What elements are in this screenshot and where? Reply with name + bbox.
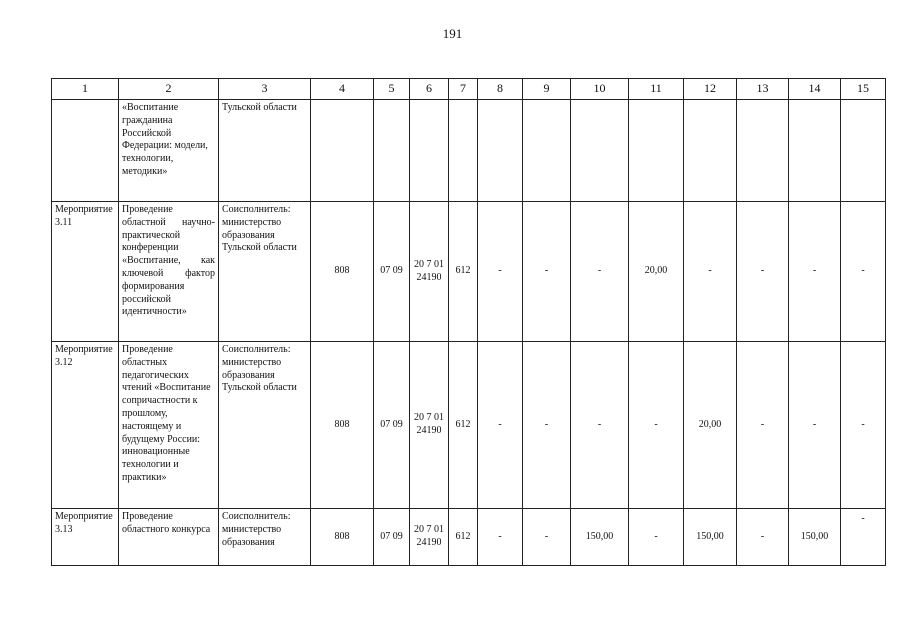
value-cell: - xyxy=(478,202,523,342)
value-cell: - xyxy=(789,342,841,509)
executor-cell: Соисполнитель: министерство образования Тульской области xyxy=(219,342,311,509)
rzpr-cell: 07 09 xyxy=(374,202,410,342)
value-cell: - xyxy=(789,202,841,342)
header-row xyxy=(52,79,886,100)
event-id-cell xyxy=(52,100,119,202)
value-cell: 20,00 xyxy=(684,342,737,509)
value-cell xyxy=(571,100,629,202)
page-number: 191 xyxy=(442,26,463,41)
header-cell: 3 xyxy=(219,79,311,100)
value-cell xyxy=(737,100,789,202)
value-cell: - xyxy=(841,342,886,509)
budget-table xyxy=(51,78,886,566)
value-cell: - xyxy=(523,202,571,342)
value-cell: - xyxy=(523,342,571,509)
header-cell: 4 xyxy=(311,79,374,100)
grbs-cell: 808 xyxy=(311,509,374,566)
value-cell: - xyxy=(684,202,737,342)
event-name-cell: Проведение областной научно-практической конференции «Воспитание, как ключевой фактор формирования российской идентичности» xyxy=(119,202,219,342)
header-cell: 2 xyxy=(119,79,219,100)
grbs-cell xyxy=(311,100,374,202)
value-cell: - xyxy=(478,509,523,566)
csr-cell: 20 7 01 24190 xyxy=(410,342,449,509)
value-cell xyxy=(684,100,737,202)
header-cell: 5 xyxy=(374,79,410,100)
executor-cell: Соисполнитель: министерство образования xyxy=(219,509,311,566)
value-cell xyxy=(841,100,886,202)
header-cell: 14 xyxy=(789,79,841,100)
value-cell: - xyxy=(571,342,629,509)
executor-cell: Соисполнитель: министерство образования Тульской области xyxy=(219,202,311,342)
vr-cell xyxy=(449,100,478,202)
value-cell: - xyxy=(737,202,789,342)
event-name-cell: «Воспитание гражданина Российской Федерации: модели, технологии, методики» xyxy=(119,100,219,202)
event-name-cell: Проведение областных педагогических чтений «Воспитание сопричастности к прошлому, настоящему и будущему России: инновационные технологии и практики» xyxy=(119,342,219,509)
event-id-cell: Мероприятие 3.11 xyxy=(52,202,119,342)
value-cell: 150,00 xyxy=(684,509,737,566)
header-cell: 1 xyxy=(52,79,119,100)
executor-cell: Тульской области xyxy=(219,100,311,202)
csr-cell xyxy=(410,100,449,202)
grbs-cell: 808 xyxy=(311,202,374,342)
value-cell: - xyxy=(523,509,571,566)
value-cell: 150,00 xyxy=(571,509,629,566)
rzpr-cell: 07 09 xyxy=(374,509,410,566)
value-cell: - xyxy=(841,509,886,566)
value-cell: - xyxy=(478,342,523,509)
event-id-cell: Мероприятие 3.12 xyxy=(52,342,119,509)
table-row xyxy=(52,100,886,202)
value-cell: 150,00 xyxy=(789,509,841,566)
csr-cell: 20 7 01 24190 xyxy=(410,509,449,566)
value-cell xyxy=(629,100,684,202)
header-cell: 8 xyxy=(478,79,523,100)
value-cell: - xyxy=(841,202,886,342)
value-cell xyxy=(789,100,841,202)
grbs-cell: 808 xyxy=(311,342,374,509)
header-cell: 13 xyxy=(737,79,789,100)
header-cell: 10 xyxy=(571,79,629,100)
header-cell: 6 xyxy=(410,79,449,100)
rzpr-cell: 07 09 xyxy=(374,342,410,509)
header-cell: 9 xyxy=(523,79,571,100)
value-cell xyxy=(523,100,571,202)
value-cell: - xyxy=(629,509,684,566)
event-id-cell: Мероприятие 3.13 xyxy=(52,509,119,566)
header-cell: 12 xyxy=(684,79,737,100)
header-cell: 15 xyxy=(841,79,886,100)
csr-cell: 20 7 01 24190 xyxy=(410,202,449,342)
value-cell: - xyxy=(629,342,684,509)
table-row xyxy=(52,509,886,566)
event-name-cell: Проведение областного конкурса xyxy=(119,509,219,566)
value-cell xyxy=(478,100,523,202)
value-cell: - xyxy=(571,202,629,342)
header-cell: 11 xyxy=(629,79,684,100)
vr-cell: 612 xyxy=(449,342,478,509)
value-cell: - xyxy=(737,342,789,509)
vr-cell: 612 xyxy=(449,509,478,566)
table-row xyxy=(52,202,886,342)
value-cell: - xyxy=(737,509,789,566)
vr-cell: 612 xyxy=(449,202,478,342)
header-cell: 7 xyxy=(449,79,478,100)
rzpr-cell xyxy=(374,100,410,202)
table-row xyxy=(52,342,886,509)
value-cell: 20,00 xyxy=(629,202,684,342)
